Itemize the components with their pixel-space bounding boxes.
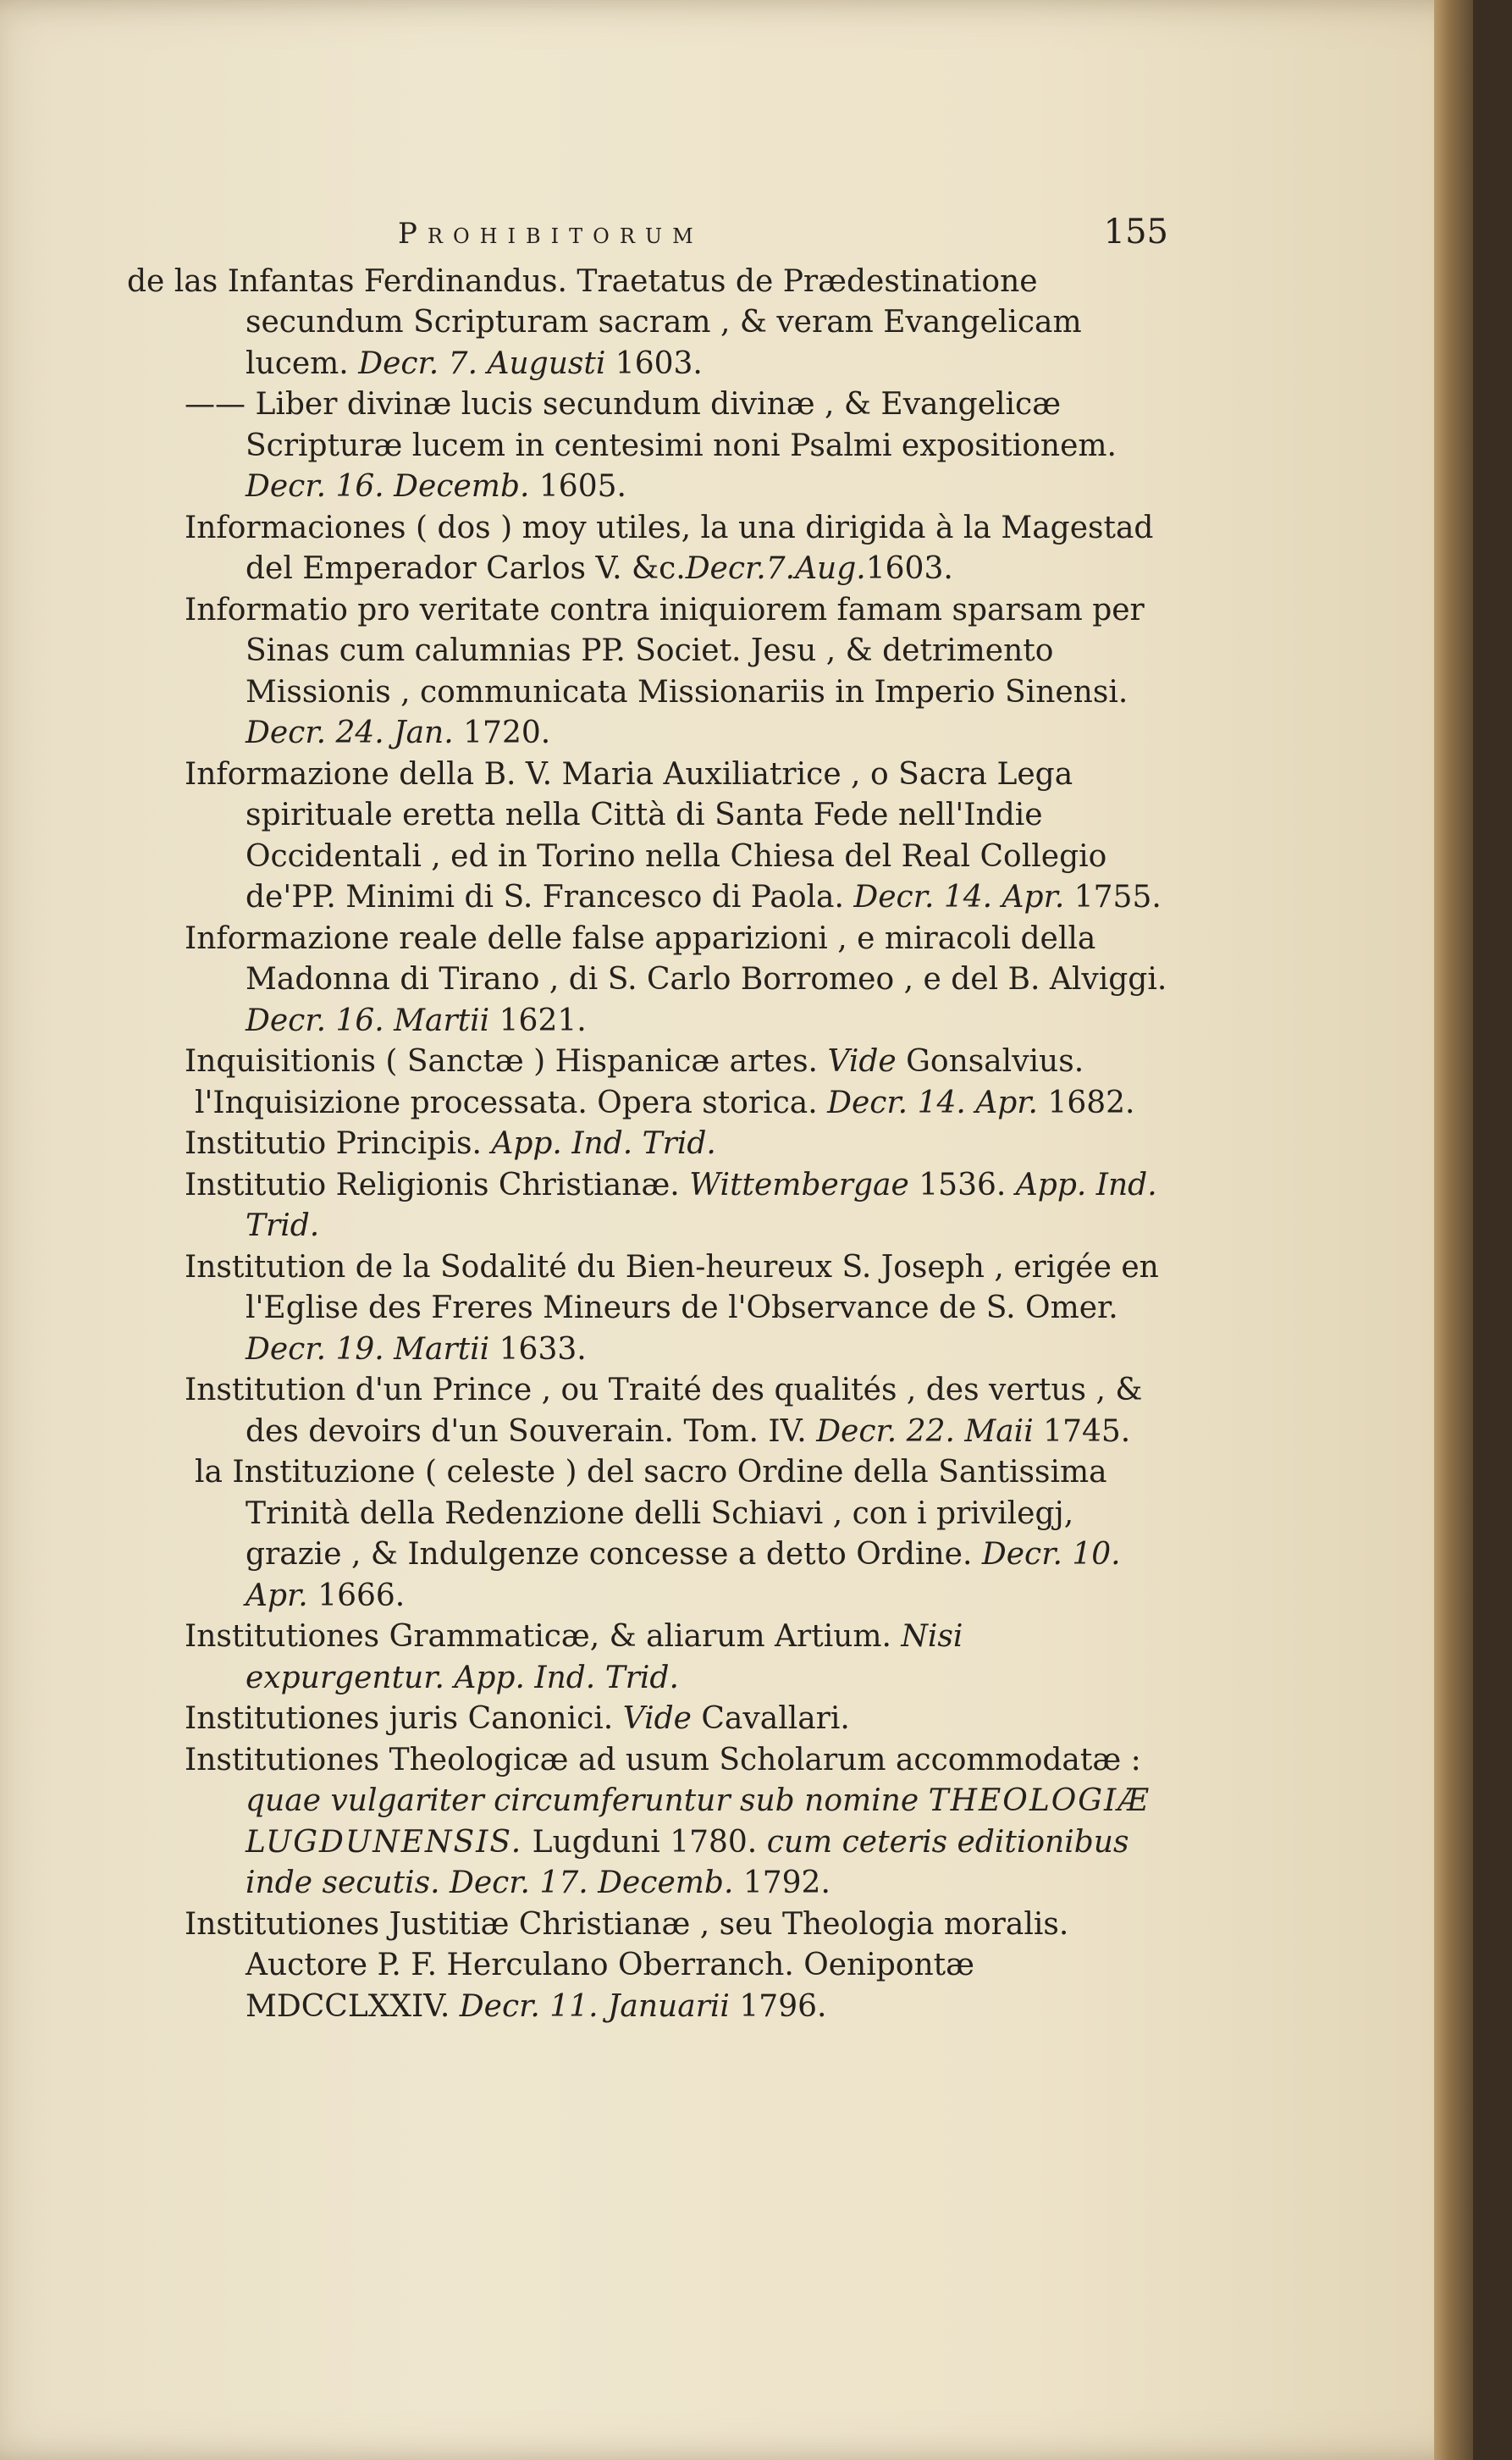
entry-infantas [127,262,1168,385]
page-edge [1434,0,1473,2460]
entry-ref: Decr. 14. Apr. [827,1085,1038,1120]
entry-institutiones-justitiae [127,1904,1168,2028]
entry-institutio-principis [127,1124,1168,1165]
entry-ref: App. Ind. Trid. [491,1126,716,1161]
page-number: 155 [1103,213,1168,252]
entry-institution-prince [127,1370,1168,1452]
entry-text: Inquisitionis ( Sanctæ ) Hispanicæ artes. [185,1044,828,1079]
entry-ref: Vide [622,1701,692,1736]
entry-text: Institutiones Theologicæ ad usum Scholarum accommodatæ : [185,1742,1141,1777]
entry-ref: Decr. 7. Augusti [358,346,606,381]
entry-ref: Decr. 16. Martii [246,1003,490,1038]
page-text [127,212,1168,2027]
entry-text: Informazione reale delle false apparizioni , e miracoli della Madonna di Tirano , di S. Carlo Borromeo , e del B. Alviggi. [185,920,1167,997]
entry-text: Institutiones Justitiæ Christianæ , seu Theologia moralis. Auctore P. F. Herculano Oberranch. Oenipontæ MDCCLXXIV. [185,1906,1069,2024]
entry-ref: Decr. 10. Apr. [246,1537,1121,1613]
entry-tail: 1605. [529,469,626,504]
entry-tail: Lugduni 1780. [522,1824,767,1860]
entry-ref: Decr. 24. Jan. [246,716,454,750]
entry-ref: Wittembergae [689,1167,909,1202]
entry-informazione-bv [127,755,1168,919]
entry-text: Institutio Religionis Christianæ. [185,1167,690,1202]
entry-text: Informazione della B. V. Maria Auxiliatrice , o Sacra Lega spirituale eretta nella Città di Santa Fede nell'Indie Occidentali , ed in Torino nella Chiesa del Real Collegio de'PP. Minimi di S. Francesco di Paola. [185,756,1107,915]
entry-tail: 1796. [729,1988,827,2024]
entry-tail: Cavallari. [691,1701,850,1736]
entry-text: Institution d'un Prince , ou Traité des qualités , des vertus , & des devoirs d'un Souverain. Tom. IV. [185,1373,1143,1449]
entry-institutiones-juris [127,1699,1168,1740]
entry-inquisitionis [127,1042,1168,1083]
entry-text: —— Liber divinæ lucis secundum divinæ , & Evangelicæ Scripturæ lucem in centesimi noni Psalmi expositionem. [185,387,1117,463]
entry-ref: Decr. 14. Apr. [853,880,1065,915]
running-head: Prohibitorum [398,217,704,251]
entry-tail: 1603. [605,346,703,381]
entry-tail: 1603. [865,551,953,586]
entry-institutiones-grammaticae [127,1617,1168,1699]
entry-text: de las Infantas Ferdinandus. Traetatus de Prædestinatione secundum Scripturam sacram , & veram Evangelicam lucem. [127,263,1082,381]
entry-tail: 1745. [1033,1413,1131,1449]
entry-text: Institution de la Sodalité du Bien-heureux S. Joseph , erigée en l'Eglise des Freres Mineurs de l'Observance de S. Omer. [185,1249,1159,1325]
entry-tail2: 1792. [733,1866,830,1900]
entry-ref: quae vulgariter circumferuntur sub nomine [246,1783,919,1818]
entry-tail: 1755. [1064,880,1162,915]
entry-tail: 1682. [1038,1085,1135,1120]
entry-caps: THEOLOGIÆ LUGDUNENSIS. [246,1783,1151,1860]
entry-text: Informaciones ( dos ) moy utiles, la una dirigida à la Magestad del Emperador Carlos V. &c. [185,510,1154,586]
entry-ref: Decr.7.Aug. [685,551,866,586]
entry-ref: Decr. 16. Decemb. [246,469,530,504]
entry-ref: Decr. 22. Maii [816,1413,1034,1449]
entry-text: la Instituzione ( celeste ) del sacro Ordine della Santissima Trinità della Redenzione delli Schiavi , con i privilegj, grazie , & Indulgenze concesse a detto Ordine. [195,1455,1107,1572]
entry-institution-sodalite [127,1247,1168,1371]
entry-informatio [127,590,1168,755]
entry-institutio-religionis [127,1165,1168,1247]
entry-text: Institutio Principis. [185,1126,492,1161]
page-header [398,212,1168,255]
entry-ref: Nisi expurgentur. App. Ind. Trid. [246,1619,963,1695]
entry-tail: 1633. [489,1331,587,1367]
entry-ref: Vide [827,1044,897,1079]
entry-ref2: App. Ind. Trid. [246,1167,1157,1243]
entry-tail: 1621. [489,1003,587,1038]
entry-ref2: cum ceteris editionibus inde secutis. Decr. 17. Decemb. [246,1824,1129,1900]
entry-text: l'Inquisizione processata. Opera storica. [195,1085,828,1120]
entry-inquisizione [127,1083,1168,1125]
entry-instituzione-celeste [127,1452,1168,1617]
entry-tail: 1720. [453,716,551,750]
entry-ref: Decr. 19. Martii [246,1331,490,1367]
entry-liber-divinae [127,384,1168,508]
entry-text: Institutiones Grammaticæ, & aliarum Artium. [185,1619,902,1654]
entry-tail: Gonsalvius. [896,1044,1084,1079]
entry-tail: 1666. [307,1578,406,1613]
entry-text: Institutiones juris Canonici. [185,1701,623,1736]
entry-text: Informatio pro veritate contra iniquiorem famam sparsam per Sinas cum calumnias PP. Societ. Jesu , & detrimento Missionis , communicata Missionariis in Imperio Sinensi. [185,592,1145,710]
entry-informazione-reale [127,919,1168,1042]
entry-institutiones-theologicae [127,1740,1168,1904]
entry-tail: 1536. [908,1167,1016,1202]
entry-ref: Decr. 11. Januarii [459,1988,730,2024]
entry-informaciones [127,508,1168,590]
